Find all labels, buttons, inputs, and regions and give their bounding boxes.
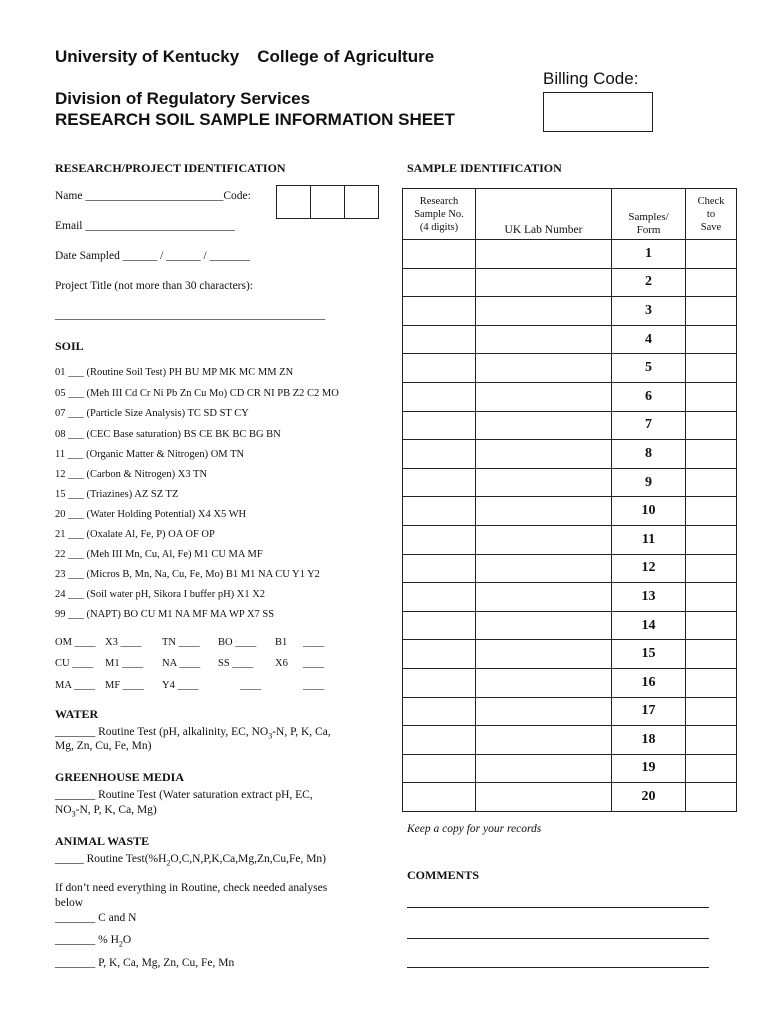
sample-number-cell: 18 [612,726,686,755]
comment-line[interactable] [407,938,709,939]
check-to-save-cell[interactable] [686,325,737,354]
greenhouse-routine-test-cont: $NO_3-N$, P, K, Ca, Mg) [55,804,157,819]
greenhouse-routine-test[interactable]: _______ Routine Test (Water saturation extract pH, EC, [55,789,313,801]
keep-copy-note: Keep a copy for your records [407,823,542,835]
table-row [403,325,737,354]
uk-lab-number-cell[interactable] [476,268,612,297]
soil-test-item[interactable]: 12 ___ (Carbon & Nitrogen) X3 TN [55,469,208,480]
research-sample-cell[interactable] [403,354,476,383]
uk-lab-number-cell[interactable] [476,668,612,697]
uk-lab-number-cell[interactable] [476,382,612,411]
sample-number-cell: 17 [612,697,686,726]
grid-cell[interactable]: M1 ____ [105,658,144,669]
soil-heading: SOIL [55,339,84,353]
animal-note: If don’t need everything in Routine, check needed analyses [55,882,328,894]
check-to-save-cell[interactable] [686,297,737,326]
table-row [403,268,737,297]
col-research-sample-no [403,189,476,240]
check-to-save-cell[interactable] [686,354,737,383]
code-boxes [276,185,379,219]
division-name: Division of Regulatory Services [55,89,311,108]
sample-number-cell: 6 [612,382,686,411]
sample-number-cell: 10 [612,497,686,526]
header-line: Sample No. [414,208,464,220]
research-sample-cell[interactable] [403,382,476,411]
check-to-save-cell[interactable] [686,783,737,812]
header-line: to [706,208,716,220]
table-row [403,726,737,755]
sample-number-cell: 16 [612,668,686,697]
research-sample-cell[interactable] [403,525,476,554]
sample-number-cell: 8 [612,440,686,469]
sample-number-cell: 1 [612,240,686,269]
grid-cell: B1 [275,637,288,648]
check-to-save-cell[interactable] [686,583,737,612]
grid-cell[interactable]: Y4 ____ [162,680,199,691]
code-box[interactable] [345,186,378,218]
comments-heading: COMMENTS [407,868,479,882]
table-row [403,554,737,583]
water-routine-test[interactable]: _______ Routine Test (pH, alkalinity, EC, $NO_3-N$, P, K, Ca, [55,726,331,741]
soil-test-item[interactable]: 22 ___ (Meh III Mn, Cu, Al, Fe) M1 CU MA MF [55,549,263,560]
sample-number-cell: 11 [612,525,686,554]
header-line: Check [697,195,725,207]
table-row [403,783,737,812]
grid-cell: X6 [275,658,288,669]
soil-test-item[interactable]: 01 ___ (Routine Soil Test) PH BU MP MK MC MM ZN [55,367,294,378]
check-to-save-cell[interactable] [686,640,737,669]
grid-cell[interactable]: SS ____ [218,658,254,669]
research-sample-cell[interactable] [403,554,476,583]
check-to-save-cell[interactable] [686,754,737,783]
check-to-save-cell[interactable] [686,697,737,726]
table-row [403,583,737,612]
university-name: University of Kentucky [55,47,240,66]
uk-lab-number-cell[interactable] [476,297,612,326]
research-sample-cell[interactable] [403,497,476,526]
grid-cell[interactable]: TN ____ [162,637,200,648]
research-sample-cell[interactable] [403,468,476,497]
research-sample-cell[interactable] [403,754,476,783]
soil-test-item[interactable]: 99 ___ (NAPT) BO CU M1 NA MF MA WP X7 SS [55,609,275,620]
research-sample-cell[interactable] [403,611,476,640]
page-title: RESEARCH SOIL SAMPLE INFORMATION SHEET [55,110,455,129]
date-sampled-field[interactable]: Date Sampled ______ / ______ / _______ [55,250,250,262]
option-nutrients[interactable]: _______ P, K, Ca, Mg, Zn, Cu, Fe, Mn [55,957,235,969]
grid-cell[interactable]: MF ____ [105,680,144,691]
sample-number-cell: 14 [612,611,686,640]
header-line: Form [636,224,661,236]
uk-lab-number-cell[interactable] [476,440,612,469]
grid-cell[interactable]: BO ____ [218,637,257,648]
billing-code-label: Billing Code: [543,69,639,88]
research-sample-cell[interactable] [403,268,476,297]
table-row [403,440,737,469]
grid-cell[interactable]: ____ [303,637,324,648]
research-sample-cell[interactable] [403,668,476,697]
table-row [403,240,737,269]
soil-test-item[interactable]: 08 ___ (CEC Base saturation) BS CE BK BC BG BN [55,429,281,440]
sample-number-cell: 19 [612,754,686,783]
research-sample-cell[interactable] [403,783,476,812]
check-to-save-cell[interactable] [686,382,737,411]
grid-cell[interactable]: CU ____ [55,658,94,669]
header-line: Save [700,221,722,233]
grid-cell[interactable]: X3 ____ [105,637,142,648]
table-row [403,697,737,726]
table-row [403,754,737,783]
research-sample-cell[interactable] [403,411,476,440]
comment-line[interactable] [407,907,709,908]
check-to-save-cell[interactable] [686,240,737,269]
col-check-to-save [686,189,737,240]
table-row [403,668,737,697]
col-samples-form [612,189,686,240]
uk-lab-number-cell[interactable] [476,240,612,269]
table-row [403,611,737,640]
table-row [403,354,737,383]
grid-cell[interactable]: NA ____ [162,658,201,669]
animal-routine-test[interactable]: _____ Routine $Test(\%H_2O,C,N,P,K,Ca,Mg,Zn,Cu,Fe$, Mn) [55,853,327,868]
grid-cell[interactable]: MA ____ [55,680,95,691]
check-to-save-cell[interactable] [686,268,737,297]
check-to-save-cell[interactable] [686,468,737,497]
uk-lab-number-cell[interactable] [476,525,612,554]
sample-number-cell: 20 [612,783,686,812]
comment-line[interactable] [407,967,709,968]
uk-lab-number-cell[interactable] [476,468,612,497]
uk-lab-number-cell[interactable] [476,554,612,583]
option-h2o[interactable]: _______ % $H_2O$ [55,934,132,949]
check-to-save-cell[interactable] [686,440,737,469]
research-sample-cell[interactable] [403,240,476,269]
sample-number-cell: 9 [612,468,686,497]
research-sample-cell[interactable] [403,726,476,755]
animal-note-cont: below [55,897,84,909]
sample-number-cell: 3 [612,297,686,326]
project-title-label: Project Title (not more than 30 characters): [55,280,254,292]
sample-table [402,188,737,812]
uk-lab-number-cell[interactable] [476,754,612,783]
college-name: College of Agriculture [257,47,435,66]
water-heading: WATER [55,707,99,721]
header-line: Samples/ [628,211,669,223]
check-to-save-cell[interactable] [686,411,737,440]
soil-test-item[interactable]: 11 ___ (Organic Matter & Nitrogen) OM TN [55,449,245,460]
check-to-save-cell[interactable] [686,497,737,526]
animal-waste-heading: ANIMAL WASTE [55,834,150,848]
code-box[interactable] [311,186,345,218]
grid-cell[interactable]: ____ [303,680,324,691]
table-row [403,525,737,554]
check-to-save-cell[interactable] [686,525,737,554]
sample-number-cell: 12 [612,554,686,583]
sample-number-cell: 7 [612,411,686,440]
sample-number-cell: 2 [612,268,686,297]
billing-code-box[interactable] [543,92,653,132]
name-code-field[interactable]: Name ________________________Code: [55,190,251,202]
uk-lab-number-cell[interactable] [476,697,612,726]
check-to-save-cell[interactable] [686,554,737,583]
sample-number-cell: 5 [612,354,686,383]
table-row [403,297,737,326]
soil-test-item[interactable]: 20 ___ (Water Holding Potential) X4 X5 WH [55,509,247,520]
research-sample-cell[interactable] [403,297,476,326]
email-field[interactable]: Email __________________________ [55,220,235,232]
uk-lab-number-cell[interactable] [476,726,612,755]
uk-lab-number-cell[interactable] [476,497,612,526]
university-header [55,47,434,67]
project-title-field[interactable]: _______________________________________________ [55,309,326,321]
soil-test-item[interactable]: 05 ___ (Meh III Cd Cr Ni Pb Zn Cu Mo) CD CR NI PB Z2 C2 MO [55,388,339,399]
uk-lab-number-cell[interactable] [476,640,612,669]
header-line: (4 digits) [419,221,459,233]
research-sample-cell[interactable] [403,325,476,354]
grid-cell[interactable]: ____ [240,680,261,691]
sample-number-cell: 15 [612,640,686,669]
soil-test-item[interactable]: 21 ___ (Oxalate Al, Fe, P) OA OF OP [55,529,215,540]
sample-number-cell: 13 [612,583,686,612]
col-uk-lab-number: UK Lab Number [476,189,612,240]
uk-lab-number-cell[interactable] [476,411,612,440]
research-sample-cell[interactable] [403,440,476,469]
research-sample-cell[interactable] [403,697,476,726]
check-to-save-cell[interactable] [686,726,737,755]
check-to-save-cell[interactable] [686,611,737,640]
grid-cell[interactable]: OM ____ [55,637,96,648]
check-to-save-cell[interactable] [686,668,737,697]
soil-test-item[interactable]: 07 ___ (Particle Size Analysis) TC SD ST CY [55,408,249,419]
soil-test-item[interactable]: 24 ___ (Soil water pH, Sikora I buffer pH) X1 X2 [55,589,266,600]
table-row [403,468,737,497]
header-line: Research [419,195,459,207]
uk-lab-number-cell[interactable] [476,583,612,612]
greenhouse-heading: GREENHOUSE MEDIA [55,770,185,784]
project-heading: RESEARCH/PROJECT IDENTIFICATION [55,161,286,175]
uk-lab-number-cell[interactable] [476,611,612,640]
sample-number-cell: 4 [612,325,686,354]
uk-lab-number-cell[interactable] [476,325,612,354]
water-routine-test-cont: Mg, Zn, Cu, Fe, Mn) [55,740,152,752]
table-row [403,640,737,669]
soil-test-item[interactable]: 23 ___ (Micros B, Mn, Na, Cu, Fe, Mo) B1 M1 NA CU Y1 Y2 [55,569,320,580]
code-box[interactable] [277,186,311,218]
option-c-and-n[interactable]: _______ C and N [55,912,137,924]
uk-lab-number-cell[interactable] [476,783,612,812]
sample-id-heading: SAMPLE IDENTIFICATION [407,161,562,175]
grid-cell[interactable]: ____ [303,658,324,669]
research-sample-cell[interactable] [403,583,476,612]
table-row [403,411,737,440]
research-sample-cell[interactable] [403,640,476,669]
table-row [403,497,737,526]
soil-test-item[interactable]: 15 ___ (Triazines) AZ SZ TZ [55,489,179,500]
table-row [403,382,737,411]
uk-lab-number-cell[interactable] [476,354,612,383]
